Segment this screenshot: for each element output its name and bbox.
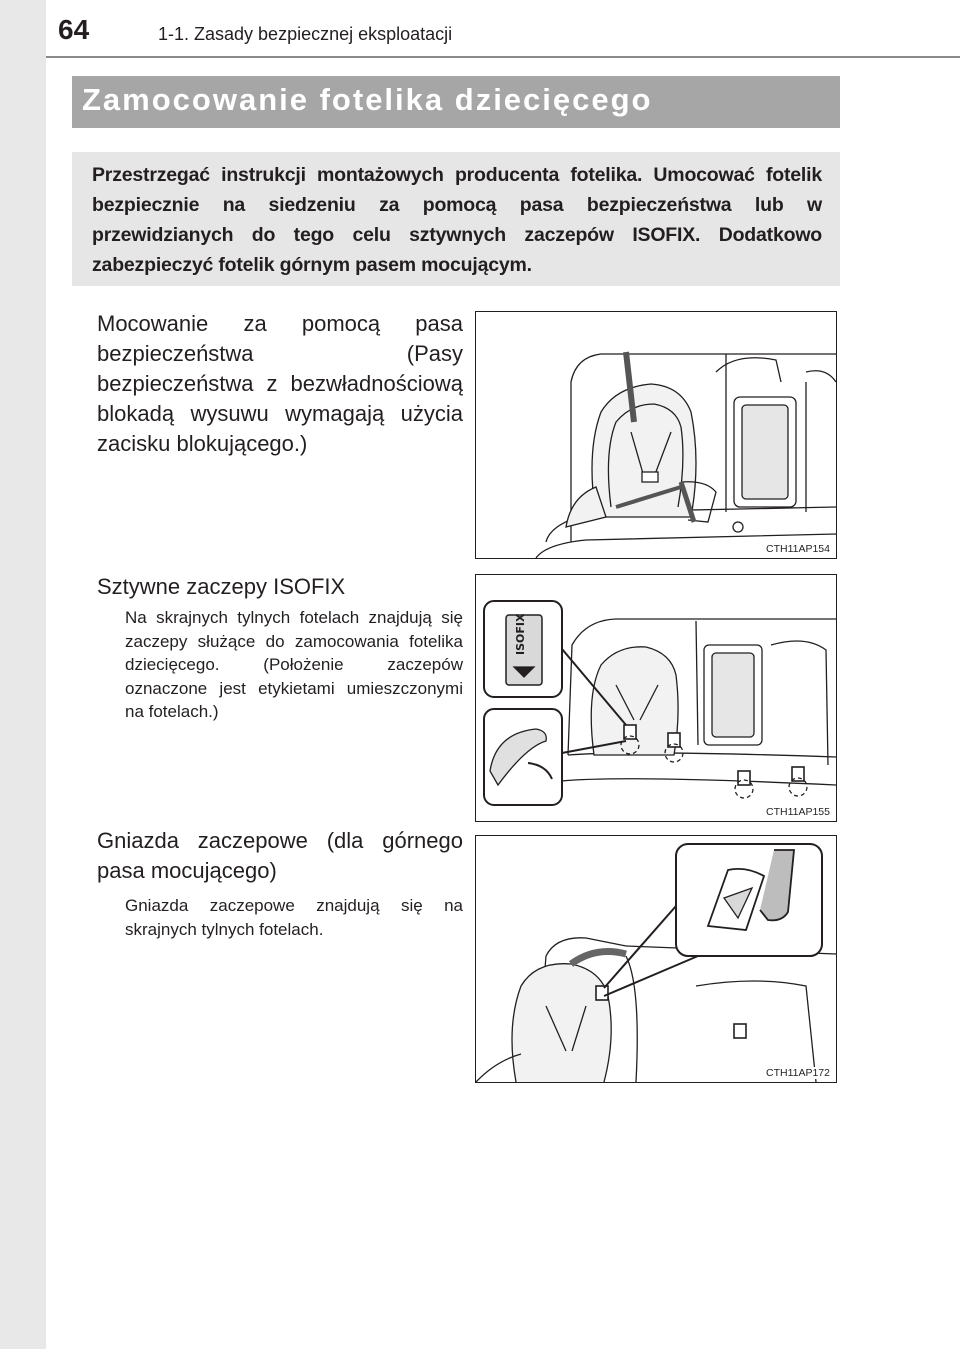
section-title: Zamocowanie fotelika dziecięcego [82,82,653,117]
figure-code-2: CTH11AP155 [762,806,830,818]
header-rule [46,56,960,58]
intro-box [72,152,840,286]
page-number: 64 [58,14,90,45]
figure-isofix [475,574,837,822]
figure-seatbelt [475,311,837,559]
intro-text: Przestrzegać instrukcji montażowych producenta fotelika. Umocować fotelik bezpiecznie na siedzeniu za pomocą pasa bezpieczeństwa lub w przewidzianych do tego celu sztywnych zaczepów ISOFIX. Dodatkowo zabezpieczyć fotelik górnym pasem mocującym. [92,164,822,276]
top-tether-illustration [476,836,836,1082]
seatbelt-illustration [476,312,836,558]
item-anchor-description: Gniazda zaczepowe znajdują się na skrajnych tylnych fotelach. [125,896,463,939]
item-anchor-title: Gniazda zaczepowe (dla górnego pasa mocującego) [97,828,463,883]
figure-code-1: CTH11AP154 [762,543,830,555]
running-head: 1-1. Zasady bezpiecznej eksploatacji [158,24,453,44]
section-title-bar [72,76,840,128]
page-side-strip [0,0,46,1349]
item-isofix-description: Na skrajnych tylnych fotelach znajdują się zaczepy służące do zamocowania fotelika dziecięcego. (Położenie zaczepów oznaczone jest etykietami umieszczonymi na fotelach.) [125,608,463,721]
isofix-label: ISOFIX [514,613,527,655]
figure-top-tether [475,835,837,1083]
item-isofix-title: Sztywne zaczepy ISOFIX [97,574,346,599]
item-seatbelt-title: Mocowanie za pomocą pasa bezpieczeństwa (Pasy bezpieczeństwa z bezwładnościową blokadą wysuwu wymagają użycia zacisku blokującego.) [97,311,463,456]
isofix-illustration [476,575,836,821]
figure-code-3: CTH11AP172 [762,1067,830,1079]
